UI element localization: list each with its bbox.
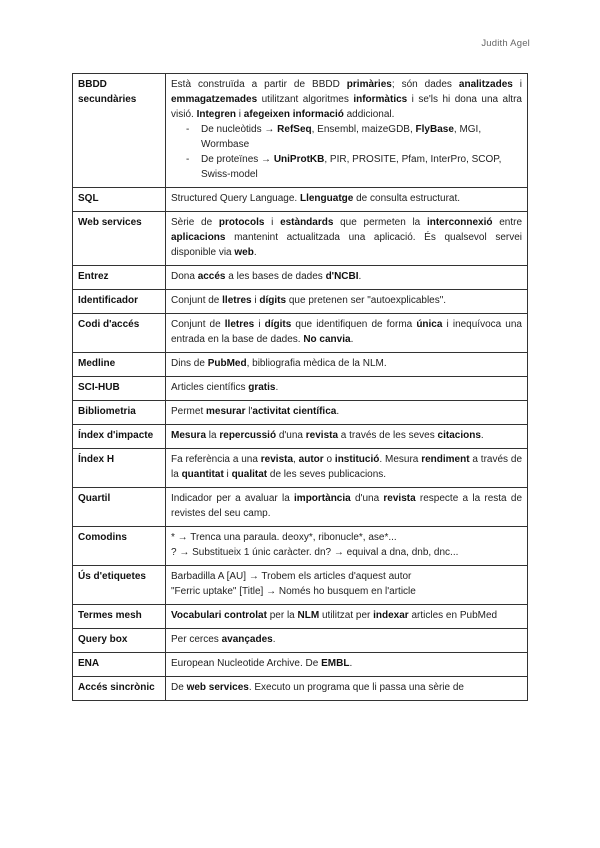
glossary-row	[73, 314, 528, 353]
definition-text: Fa referència a una revista, autor o institució. Mesura rendiment a través de la quantitat i qualitat de les seves publicacions.	[171, 454, 523, 480]
definition-text: Conjunt de lletres i dígits que pretenen ser "autoexplicables".	[171, 295, 447, 306]
definition-text: Permet mesurar l'activitat científica.	[171, 406, 340, 417]
definition-text: Articles científics gratis.	[171, 382, 279, 393]
glossary-term: Accés sincrònic	[73, 677, 166, 701]
glossary-definition	[166, 425, 528, 449]
glossary-row	[73, 266, 528, 290]
glossary-definition	[166, 629, 528, 653]
glossary-definition	[166, 212, 528, 266]
glossary-definition	[166, 266, 528, 290]
glossary-row	[73, 449, 528, 488]
glossary-term: Entrez	[73, 266, 166, 290]
glossary-definition	[166, 527, 528, 566]
glossary-row	[73, 605, 528, 629]
glossary-definition	[166, 353, 528, 377]
glossary-definition	[166, 677, 528, 701]
glossary-term: Identificador	[73, 290, 166, 314]
glossary-row	[73, 527, 528, 566]
glossary-row	[73, 188, 528, 212]
glossary-row	[73, 353, 528, 377]
definition-line: "Ferric uptake" [Title] → Només ho busquem en l'article	[171, 586, 416, 597]
definition-text: Structured Query Language. Llenguatge de consulta estructurat.	[171, 193, 461, 204]
glossary-term: Web services	[73, 212, 166, 266]
glossary-row	[73, 629, 528, 653]
glossary-term: Bibliometria	[73, 401, 166, 425]
glossary-definition	[166, 605, 528, 629]
author-name: Judith Agel	[481, 38, 530, 49]
glossary-definition	[166, 74, 528, 188]
definition-text: Vocabulari controlat per la NLM utilitzat per indexar articles en PubMed	[171, 610, 498, 621]
definition-text: Indicador per a avaluar la importància d'una revista respecte a la resta de revistes del seu camp.	[171, 493, 523, 519]
glossary-row	[73, 488, 528, 527]
glossary-definition	[166, 188, 528, 212]
glossary-definition	[166, 290, 528, 314]
glossary-term: Medline	[73, 353, 166, 377]
glossary-term: Índex d'impacte	[73, 425, 166, 449]
definition-line: ? → Substitueix 1 únic caràcter. dn? → equival a dna, dnb, dnc...	[171, 547, 459, 558]
glossary-row	[73, 401, 528, 425]
sublist-item: - De proteïnes → UniProtKB, PIR, PROSITE, Pfam, InterPro, SCOP, Swiss-model	[201, 152, 522, 182]
glossary-term: Comodins	[73, 527, 166, 566]
sublist-item: - De nucleòtids → RefSeq, Ensembl, maizeGDB, FlyBase, MGI, Wormbase	[201, 122, 522, 152]
definition-sublist	[171, 122, 522, 182]
glossary-table	[72, 73, 528, 701]
glossary-term: BBDD secundàries	[73, 74, 166, 188]
glossary-term: Termes mesh	[73, 605, 166, 629]
definition-text: Conjunt de lletres i dígits que identifiquen de forma única i inequívoca una entrada en la base de dades. No canvia.	[171, 319, 522, 345]
glossary-term: Índex H	[73, 449, 166, 488]
glossary-row	[73, 74, 528, 188]
definition-line: * → Trenca una paraula. deoxy*, ribonucle*, ase*...	[171, 532, 397, 543]
glossary-row	[73, 212, 528, 266]
glossary-row	[73, 566, 528, 605]
glossary-row	[73, 377, 528, 401]
glossary-term: ENA	[73, 653, 166, 677]
glossary-row	[73, 290, 528, 314]
glossary-definition	[166, 488, 528, 527]
definition-text: Sèrie de protocols i estàndards que permeten la interconnexió entre aplicacions mantenint actualitzada una aplicació. És qualsevol servei disponible via web.	[171, 217, 523, 258]
definition-text: De web services. Executo un programa que li passa una sèrie de	[171, 682, 464, 693]
glossary-definition	[166, 653, 528, 677]
glossary-definition	[166, 377, 528, 401]
glossary-definition	[166, 314, 528, 353]
definition-text: Per cerces avançades.	[171, 634, 276, 645]
glossary-row	[73, 425, 528, 449]
glossary-term: Quartil	[73, 488, 166, 527]
definition-text: Dins de PubMed, bibliografia mèdica de la NLM.	[171, 358, 387, 369]
definition-text: European Nucleotide Archive. De EMBL.	[171, 658, 353, 669]
glossary-term: Query box	[73, 629, 166, 653]
definition-text: Dona accés a les bases de dades d'NCBI.	[171, 271, 362, 282]
glossary-definition	[166, 566, 528, 605]
glossary-row	[73, 653, 528, 677]
glossary-term: SCI-HUB	[73, 377, 166, 401]
definition-text: Mesura la repercussió d'una revista a través de les seves citacions.	[171, 430, 484, 441]
glossary-term: SQL	[73, 188, 166, 212]
glossary-term: Codi d'accés	[73, 314, 166, 353]
definition-text: Està construïda a partir de BBDD primàries; són dades analitzades i emmagatzemades utilitzant algoritmes informàtics i se'ls hi dona una altra visió. Integren i afegeixen informació addicional.	[171, 79, 523, 120]
glossary-definition	[166, 401, 528, 425]
glossary-term: Ús d'etiquetes	[73, 566, 166, 605]
glossary-row	[73, 677, 528, 701]
glossary-body	[73, 74, 528, 701]
glossary-definition	[166, 449, 528, 488]
definition-line: Barbadilla A [AU] → Trobem els articles d'aquest autor	[171, 571, 412, 582]
